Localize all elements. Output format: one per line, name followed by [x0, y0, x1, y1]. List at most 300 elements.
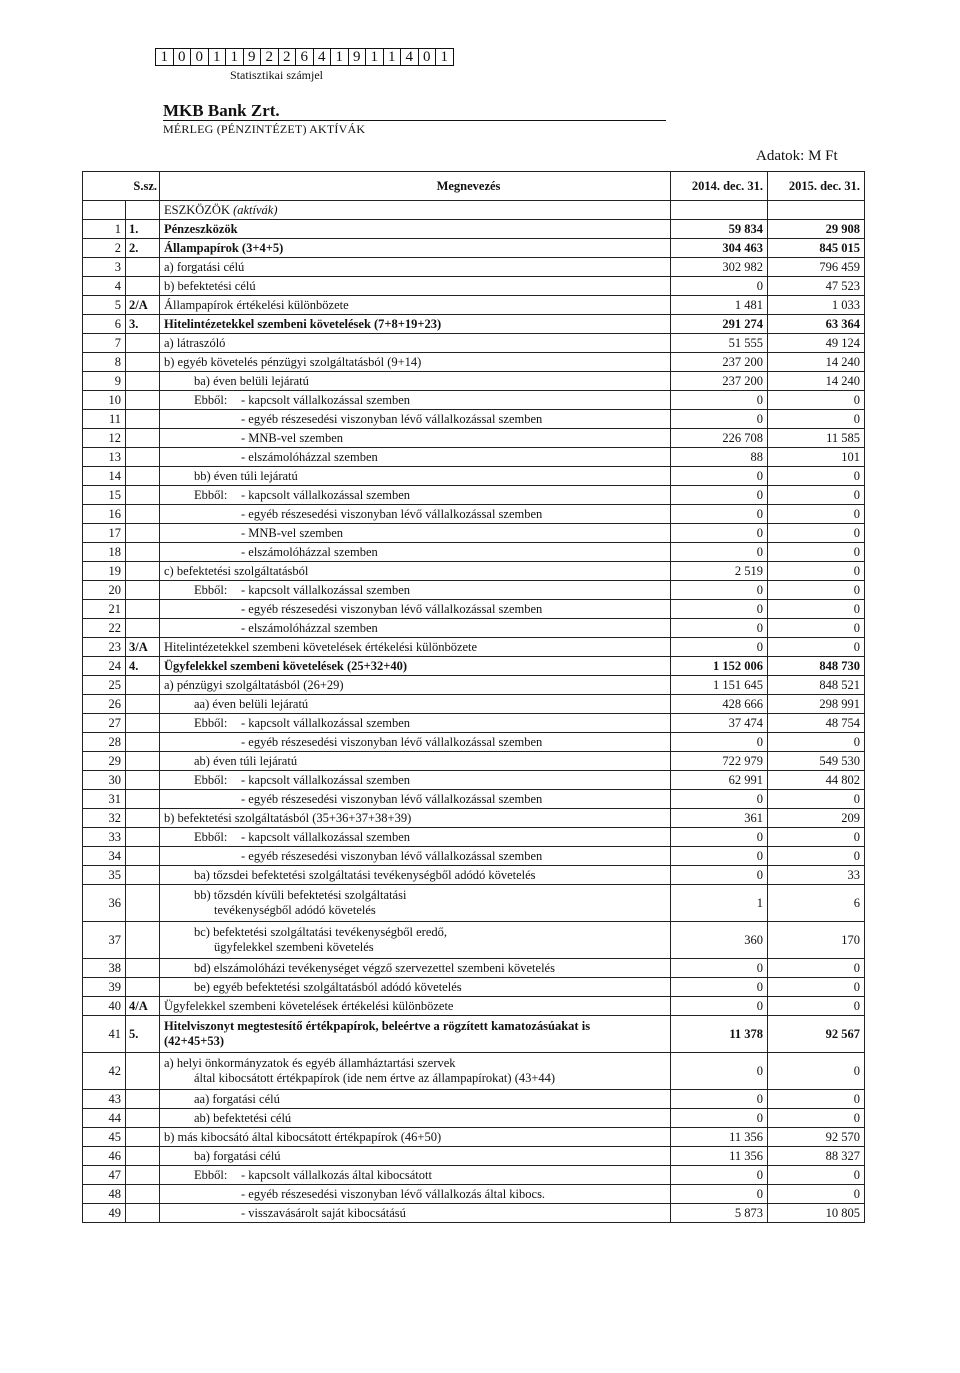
row-description: [160, 410, 671, 429]
row-code: [126, 866, 160, 885]
description-text: - MNB-vel szemben: [241, 526, 344, 540]
description-line: [164, 1056, 667, 1071]
row-number: 30: [83, 771, 126, 790]
table-row: [83, 978, 865, 997]
table-row: [83, 676, 865, 695]
table-row: [83, 771, 865, 790]
row-description: [160, 657, 671, 676]
row-number: 14: [83, 467, 126, 486]
row-number: 47: [83, 1166, 126, 1185]
value-2015: 11 585: [768, 429, 865, 448]
value-2015: 170: [768, 922, 865, 959]
description-line: [164, 373, 667, 389]
description-line: [164, 392, 667, 408]
col-2015-header: 2015. dec. 31.: [768, 172, 865, 201]
value-2014: 37 474: [671, 714, 768, 733]
stat-digit: 1: [209, 49, 227, 65]
description-text: - elszámolóházzal szemben: [241, 450, 378, 464]
row-description: [160, 239, 671, 258]
description-line: [164, 221, 667, 237]
stat-digit: 9: [244, 49, 262, 65]
description-text: - kapcsolt vállalkozás által kibocsátott: [241, 1168, 432, 1182]
table-row: [83, 1090, 865, 1109]
row-description: [160, 978, 671, 997]
table-row: [83, 486, 865, 505]
value-2015: 0: [768, 1090, 865, 1109]
description-line: [164, 354, 667, 370]
table-row: [83, 372, 865, 391]
value-2014: 237 200: [671, 372, 768, 391]
col-name-header: Megnevezés: [160, 172, 671, 201]
description-line: [164, 487, 667, 503]
row-code: [126, 524, 160, 543]
row-description: [160, 220, 671, 239]
value-2014: 0: [671, 847, 768, 866]
description-line: [164, 411, 667, 427]
col-2014-header: 2014. dec. 31.: [671, 172, 768, 201]
row-number: 4: [83, 277, 126, 296]
row-code: 5.: [126, 1016, 160, 1053]
description-text: - egyéb részesedési viszonyban lévő vállalkozással szemben: [241, 792, 543, 806]
row-description: [160, 1109, 671, 1128]
description-line: [164, 734, 667, 750]
row-description: [160, 676, 671, 695]
balance-sheet-table: [82, 171, 865, 1223]
table-row: [83, 429, 865, 448]
value-2014: 0: [671, 505, 768, 524]
row-code: [126, 353, 160, 372]
row-description: [160, 372, 671, 391]
row-number: 41: [83, 1016, 126, 1053]
row-number: 28: [83, 733, 126, 752]
row-code: [126, 543, 160, 562]
table-row: [83, 959, 865, 978]
value-2014: 0: [671, 978, 768, 997]
description-line: [164, 715, 667, 731]
row-number: 24: [83, 657, 126, 676]
row-code: 3/A: [126, 638, 160, 657]
row-description: [160, 524, 671, 543]
row-number: 3: [83, 258, 126, 277]
value-2014: 0: [671, 828, 768, 847]
value-2015: 92 570: [768, 1128, 865, 1147]
value-2015: 0: [768, 959, 865, 978]
description-line: [164, 1110, 667, 1126]
row-code: [126, 1147, 160, 1166]
row-description: [160, 543, 671, 562]
stat-digit: 4: [314, 49, 332, 65]
description-line: [164, 677, 667, 693]
section-title: [160, 201, 671, 220]
description-text: ba) forgatási célú: [194, 1149, 281, 1163]
table-row: [83, 1109, 865, 1128]
value-2015: 0: [768, 524, 865, 543]
row-description: [160, 959, 671, 978]
row-description: [160, 562, 671, 581]
description-line: [164, 259, 667, 275]
row-description: [160, 505, 671, 524]
row-description: [160, 638, 671, 657]
description-line-2: ügyfelekkel szembeni követelés: [214, 940, 374, 954]
row-code: [126, 978, 160, 997]
value-2015: 0: [768, 733, 865, 752]
row-code: [126, 1090, 160, 1109]
value-2014: 0: [671, 1185, 768, 1204]
value-2014: 0: [671, 1109, 768, 1128]
table-row: [83, 277, 865, 296]
table-row: [83, 1204, 865, 1223]
stat-digit: 4: [401, 49, 419, 65]
description-line: [164, 601, 667, 617]
table-row: [83, 1185, 865, 1204]
row-code: [126, 714, 160, 733]
table-row: [83, 467, 865, 486]
value-2014: 5 873: [671, 1204, 768, 1223]
value-2015: 0: [768, 543, 865, 562]
stat-digit: 1: [156, 49, 174, 65]
row-number: 31: [83, 790, 126, 809]
row-description: [160, 752, 671, 771]
row-description: [160, 695, 671, 714]
row-code: [126, 448, 160, 467]
row-description: [160, 809, 671, 828]
row-description: [160, 1016, 671, 1053]
value-2014: 0: [671, 790, 768, 809]
description-text: aa) éven belüli lejáratú: [194, 697, 309, 711]
value-2015: 0: [768, 467, 865, 486]
row-code: [126, 1109, 160, 1128]
value-2014: 0: [671, 1166, 768, 1185]
value-2014: 302 982: [671, 258, 768, 277]
table-row: [83, 448, 865, 467]
description-text: Hitelintézetekkel szembeni követelések (7+8+19+23): [164, 317, 442, 331]
description-text: - MNB-vel szemben: [241, 431, 344, 445]
description-text: bb) tőzsdén kívüli befektetési szolgáltatási: [194, 888, 407, 902]
section-title-main: ESZKÖZÖK: [164, 203, 234, 217]
table-row: [83, 315, 865, 334]
row-code: [126, 752, 160, 771]
value-2015: 0: [768, 600, 865, 619]
stat-digit: 9: [349, 49, 367, 65]
row-code: [126, 809, 160, 828]
value-2014: 0: [671, 277, 768, 296]
table-row: [83, 1147, 865, 1166]
row-number: 2: [83, 239, 126, 258]
value-2015: 0: [768, 619, 865, 638]
row-number: 16: [83, 505, 126, 524]
description-line: [164, 1091, 667, 1107]
row-number: 45: [83, 1128, 126, 1147]
description-text: ba) tőzsdei befektetési szolgáltatási tevékenységből adódó követelés: [194, 868, 536, 882]
table-row: [83, 258, 865, 277]
row-code: [126, 467, 160, 486]
row-number: 36: [83, 885, 126, 922]
value-2015: 298 991: [768, 695, 865, 714]
description-text: - egyéb részesedési viszonyban lévő vállalkozással szemben: [241, 507, 543, 521]
row-description: [160, 1185, 671, 1204]
table-row: [83, 1128, 865, 1147]
row-number: 25: [83, 676, 126, 695]
row-code: 1.: [126, 220, 160, 239]
value-2014: 226 708: [671, 429, 768, 448]
description-line: [164, 925, 667, 940]
row-number: 22: [83, 619, 126, 638]
description-line: [164, 658, 667, 674]
table-row: [83, 657, 865, 676]
table-row: [83, 391, 865, 410]
statistical-number-label: Statisztikai számjel: [230, 68, 323, 82]
description-line: [164, 1167, 667, 1183]
value-2014: 0: [671, 581, 768, 600]
table-row: [83, 410, 865, 429]
row-code: [126, 733, 160, 752]
description-line: [164, 297, 667, 313]
table-row: [83, 733, 865, 752]
description-line: [164, 1186, 667, 1202]
description-text: - egyéb részesedési viszonyban lévő vállalkozással szemben: [241, 602, 543, 616]
row-code: [126, 277, 160, 296]
row-description: [160, 866, 671, 885]
row-number: 35: [83, 866, 126, 885]
description-text: Hitelviszonyt megtestesítő értékpapírok, beleértve a rögzített kamatozásúakat is: [164, 1019, 591, 1033]
report-subtitle: MÉRLEG (PÉNZINTÉZET) AKTÍVÁK: [163, 120, 666, 137]
description-text: a) forgatási célú: [164, 260, 245, 274]
value-2015: 48 754: [768, 714, 865, 733]
description-line: [164, 829, 667, 845]
row-code: [126, 505, 160, 524]
description-line: [164, 1148, 667, 1164]
value-2015: 0: [768, 1109, 865, 1128]
row-number: 40: [83, 997, 126, 1016]
description-line: [164, 335, 667, 351]
row-description: [160, 733, 671, 752]
ebbol-prefix: Ebből:: [194, 773, 228, 787]
table-row: [83, 505, 865, 524]
table-row: [83, 1053, 865, 1090]
value-2014: 1 481: [671, 296, 768, 315]
table-row: [83, 543, 865, 562]
value-2014: 0: [671, 524, 768, 543]
row-number: 43: [83, 1090, 126, 1109]
description-line: [164, 810, 667, 826]
table-row: [83, 1166, 865, 1185]
description-line: [164, 449, 667, 465]
value-2015: 0: [768, 638, 865, 657]
table-row: [83, 752, 865, 771]
row-number: 29: [83, 752, 126, 771]
row-code: [126, 258, 160, 277]
row-description: [160, 353, 671, 372]
description-text: Állampapírok értékelési különbözete: [164, 298, 349, 312]
value-2015: 845 015: [768, 239, 865, 258]
row-description: [160, 486, 671, 505]
description-text: ab) éven túli lejáratú: [194, 754, 298, 768]
row-number: 19: [83, 562, 126, 581]
row-description: [160, 1090, 671, 1109]
value-2014: 0: [671, 543, 768, 562]
table-row: [83, 239, 865, 258]
table-row: [83, 220, 865, 239]
value-2014: 360: [671, 922, 768, 959]
description-line: [164, 582, 667, 598]
table-row: [83, 714, 865, 733]
row-description: [160, 277, 671, 296]
value-2015: 92 567: [768, 1016, 865, 1053]
table-row: [83, 638, 865, 657]
value-2014: 0: [671, 600, 768, 619]
row-code: 2/A: [126, 296, 160, 315]
value-2015: 88 327: [768, 1147, 865, 1166]
description-line: [164, 848, 667, 864]
row-number: 11: [83, 410, 126, 429]
stat-digit: 2: [261, 49, 279, 65]
description-line: [164, 867, 667, 883]
row-number: 33: [83, 828, 126, 847]
description-text: - kapcsolt vállalkozással szemben: [241, 583, 411, 597]
row-number: 12: [83, 429, 126, 448]
row-number: 27: [83, 714, 126, 733]
row-number: 7: [83, 334, 126, 353]
description-line: [164, 468, 667, 484]
value-2014: 11 356: [671, 1128, 768, 1147]
row-description: [160, 1147, 671, 1166]
value-2014: 0: [671, 1090, 768, 1109]
row-number: 39: [83, 978, 126, 997]
value-2014: 361: [671, 809, 768, 828]
row-description: [160, 847, 671, 866]
description-text: - egyéb részesedési viszonyban lévő vállalkozással szemben: [241, 412, 543, 426]
row-code: [126, 676, 160, 695]
description-text: Hitelintézetekkel szembeni követelések értékelési különbözete: [164, 640, 478, 654]
description-text: a) helyi önkormányzatok és egyéb államháztartási szervek: [164, 1056, 456, 1070]
value-2015: 848 521: [768, 676, 865, 695]
value-2015: 101: [768, 448, 865, 467]
value-2014: 304 463: [671, 239, 768, 258]
ebbol-prefix: Ebből:: [194, 1168, 228, 1182]
description-text: - elszámolóházzal szemben: [241, 545, 378, 559]
description-line: [164, 430, 667, 446]
value-2014: 722 979: [671, 752, 768, 771]
value-2015: 49 124: [768, 334, 865, 353]
value-2015: 14 240: [768, 353, 865, 372]
row-code: [126, 581, 160, 600]
row-code: [126, 1053, 160, 1090]
table-row: [83, 695, 865, 714]
value-2015: 0: [768, 847, 865, 866]
value-2015: 1 033: [768, 296, 865, 315]
value-2014: 0: [671, 391, 768, 410]
row-description: [160, 922, 671, 959]
value-2014: 11 378: [671, 1016, 768, 1053]
value-2015: 209: [768, 809, 865, 828]
description-text: - kapcsolt vállalkozással szemben: [241, 830, 411, 844]
description-text: - egyéb részesedési viszonyban lévő vállalkozással szemben: [241, 735, 543, 749]
row-code: [126, 847, 160, 866]
description-line: [164, 563, 667, 579]
value-2015: 33: [768, 866, 865, 885]
description-text: bc) befektetési szolgáltatási tevékenységből eredő,: [194, 925, 448, 939]
value-2014: 1: [671, 885, 768, 922]
row-description: [160, 790, 671, 809]
row-code: [126, 771, 160, 790]
row-number: 23: [83, 638, 126, 657]
table-row: [83, 296, 865, 315]
company-name: MKB Bank Zrt.: [163, 101, 280, 120]
description-line: [164, 960, 667, 976]
row-code: [126, 922, 160, 959]
value-2014: 0: [671, 997, 768, 1016]
row-code: [126, 600, 160, 619]
description-text: - kapcsolt vállalkozással szemben: [241, 488, 411, 502]
value-2015: 0: [768, 581, 865, 600]
description-text: Állampapírok (3+4+5): [164, 241, 284, 255]
row-code: [126, 334, 160, 353]
row-number: 5: [83, 296, 126, 315]
value-2014: 0: [671, 619, 768, 638]
description-line: [164, 696, 667, 712]
description-text: Ügyfelekkel szembeni követelések (25+32+40): [164, 659, 408, 673]
description-text: - egyéb részesedési viszonyban lévő vállalkozás által kibocs.: [241, 1187, 546, 1201]
value-2015: 0: [768, 562, 865, 581]
stat-digit: 1: [331, 49, 349, 65]
table-row: [83, 562, 865, 581]
row-number: 38: [83, 959, 126, 978]
row-description: [160, 714, 671, 733]
description-text: be) egyéb befektetési szolgáltatásból adódó követelés: [194, 980, 462, 994]
table-row: [83, 997, 865, 1016]
row-number: 37: [83, 922, 126, 959]
value-2014: 0: [671, 467, 768, 486]
table-row: [83, 524, 865, 543]
row-number: 34: [83, 847, 126, 866]
row-code: [126, 562, 160, 581]
table-header-row: [83, 172, 865, 201]
value-2014: 11 356: [671, 1147, 768, 1166]
row-code: [126, 410, 160, 429]
stat-digit: 0: [191, 49, 209, 65]
description-line: [164, 888, 667, 903]
value-2014: 0: [671, 1053, 768, 1090]
row-number: 17: [83, 524, 126, 543]
row-description: [160, 619, 671, 638]
stat-digit: 1: [226, 49, 244, 65]
value-2014: 0: [671, 638, 768, 657]
row-number: 13: [83, 448, 126, 467]
row-description: [160, 258, 671, 277]
row-description: [160, 581, 671, 600]
value-2015: 0: [768, 1053, 865, 1090]
row-description: [160, 334, 671, 353]
description-line: [164, 753, 667, 769]
row-description: [160, 315, 671, 334]
value-2014: 0: [671, 486, 768, 505]
value-2015: 63 364: [768, 315, 865, 334]
description-text: b) befektetési szolgáltatásból (35+36+37+38+39): [164, 811, 412, 825]
row-number: 32: [83, 809, 126, 828]
row-code: 3.: [126, 315, 160, 334]
description-text: ba) éven belüli lejáratú: [194, 374, 309, 388]
description-text: - kapcsolt vállalkozással szemben: [241, 773, 411, 787]
row-number: 20: [83, 581, 126, 600]
description-text: b) befektetési célú: [164, 279, 256, 293]
description-text: bb) éven túli lejáratú: [194, 469, 298, 483]
value-2014: 2 519: [671, 562, 768, 581]
row-number: 21: [83, 600, 126, 619]
value-2014: 428 666: [671, 695, 768, 714]
ebbol-prefix: Ebből:: [194, 488, 228, 502]
value-2014: 1 151 645: [671, 676, 768, 695]
table-row: [83, 828, 865, 847]
